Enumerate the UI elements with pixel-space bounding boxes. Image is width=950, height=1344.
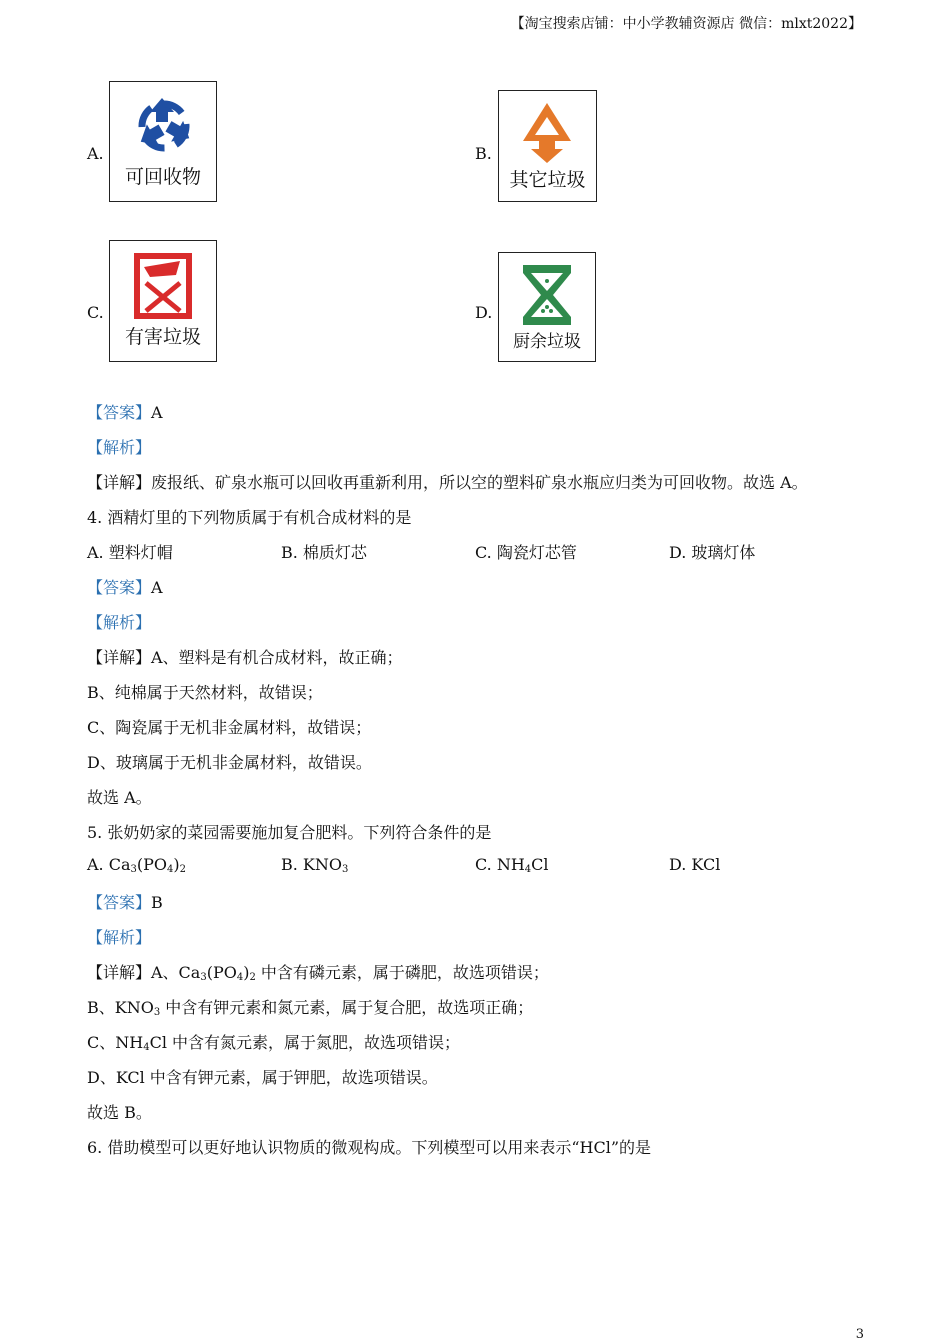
q5-detail-c: C、$NH_4Cl$ 中含有氮元素，属于氮肥，故选项错误； — [87, 1033, 461, 1053]
option-a-label: 可回收物 — [124, 166, 201, 188]
option-a-sign[interactable] — [109, 81, 217, 202]
recycle-icon — [110, 82, 215, 172]
q4-detail-c: C、陶瓷属于无机非金属材料，故错误； — [87, 718, 372, 737]
q5-choice-d[interactable]: D. KCl — [669, 855, 721, 874]
q5-detail-b: B、$KNO_3$ 中含有钾元素和氮元素，属于复合肥，故选项正确； — [87, 998, 534, 1018]
q4-analysis-tag: 【解析】 — [87, 613, 152, 632]
option-c-label: 有害垃圾 — [124, 326, 201, 348]
q4-detail-d: D、玻璃属于无机非金属材料，故错误。 — [87, 753, 372, 772]
q5-detail-d: D、KCl 中含有钾元素，属于钾肥，故选项错误。 — [87, 1068, 438, 1087]
answer-value: A — [151, 403, 163, 422]
q5-detail-a: 【详解】A、$Ca_3(PO_4)_2$ 中含有磷元素，属于磷肥，故选项错误； — [87, 963, 549, 983]
option-letter-d: D. — [475, 303, 493, 322]
q4-stem: 4. 酒精灯里的下列物质属于有机合成材料的是 — [87, 508, 412, 527]
answer-tag: 【答案】 — [87, 403, 152, 422]
q5-choice-a[interactable]: A. $Ca_3(PO_4)_2$ — [87, 855, 187, 875]
q5-choice-c[interactable]: C. $NH_4Cl$ — [475, 855, 549, 875]
q5-conclusion: 故选 B。 — [87, 1103, 152, 1122]
q3-analysis-tag: 【解析】 — [87, 438, 152, 457]
q5-analysis-tag: 【解析】 — [87, 928, 152, 947]
q4-choice-c[interactable]: C. 陶瓷灯芯管 — [475, 543, 577, 562]
option-letter-a: A. — [87, 144, 104, 163]
answer-value: B — [151, 893, 163, 912]
option-letter-c: C. — [87, 303, 104, 322]
q5-answer — [87, 890, 163, 913]
q4-answer — [87, 575, 163, 598]
option-d-label: 厨余垃圾 — [513, 332, 581, 352]
q5-choice-b[interactable]: B. $KNO_3$ — [281, 855, 349, 875]
option-b-sign[interactable] — [498, 90, 597, 202]
q4-detail-b: B、纯棉属于天然材料，故错误； — [87, 683, 323, 702]
q5-stem: 5. 张奶奶家的菜园需要施加复合肥料。下列符合条件的是 — [87, 823, 492, 842]
answer-tag: 【答案】 — [87, 893, 152, 912]
q4-choice-a[interactable]: A. 塑料灯帽 — [87, 543, 173, 562]
page-number: 3 — [855, 1327, 864, 1342]
q4-conclusion: 故选 A。 — [87, 788, 152, 807]
q4-detail-a: 【详解】A、塑料是有机合成材料，故正确； — [87, 648, 403, 667]
option-d-sign[interactable] — [498, 252, 596, 362]
q4-choice-b[interactable]: B. 棉质灯芯 — [281, 543, 367, 562]
hazardous-waste-icon — [110, 241, 215, 326]
option-b-label: 其它垃圾 — [509, 169, 586, 191]
option-c-sign[interactable] — [109, 240, 217, 362]
kitchen-waste-icon — [499, 253, 595, 331]
q3-answer — [87, 400, 163, 423]
option-letter-b: B. — [475, 144, 492, 163]
q4-choice-d[interactable]: D. 玻璃灯体 — [669, 543, 756, 562]
answer-value: A — [151, 578, 163, 597]
q6-stem: 6. 借助模型可以更好地认识物质的微观构成。下列模型可以用来表示“HCl”的是 — [87, 1138, 652, 1157]
q3-detail: 【详解】废报纸、矿泉水瓶可以回收再重新利用，所以空的塑料矿泉水瓶应归类为可回收物。故选 A。 — [87, 473, 808, 492]
answer-tag: 【答案】 — [87, 578, 152, 597]
other-waste-icon — [499, 91, 596, 171]
page-header: 【淘宝搜索店铺：中小学教辅资源店 微信：mlxt2022】 — [510, 16, 862, 32]
